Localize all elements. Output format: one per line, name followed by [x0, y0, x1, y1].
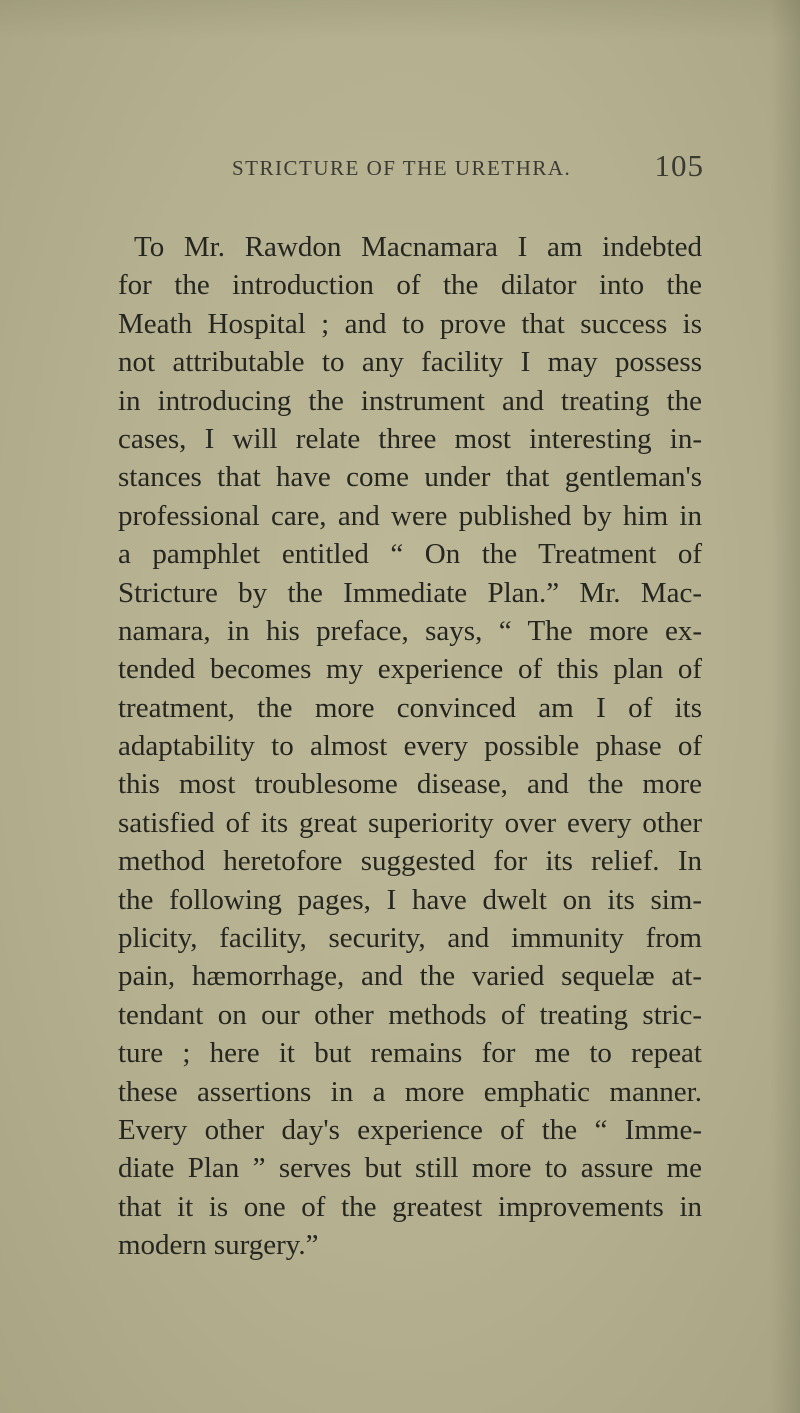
text-line: satisfied of its great superiority over every other — [118, 806, 702, 839]
text-line: treatment, the more convinced am I of its — [118, 691, 702, 724]
text-line: To Mr. Rawdon Macnamara I am indebted — [134, 231, 702, 263]
page-edge-shadow — [770, 0, 800, 1413]
text-line: the following pages, I have dwelt on its sim- — [118, 883, 702, 916]
text-line: for the introduction of the dilator into the — [118, 269, 702, 302]
page-number: 105 — [654, 148, 704, 183]
running-head — [232, 148, 704, 188]
text-line: namara, in his preface, says, “ The more ex- — [118, 614, 702, 647]
text-line: in introducing the instrument and treating the — [118, 384, 702, 417]
text-line: Stricture by the Immediate Plan.” Mr. Mac- — [118, 576, 702, 609]
text-line: method heretofore suggested for its relief. In — [118, 845, 702, 878]
text-line: plicity, facility, security, and immunity from — [118, 922, 702, 955]
text-line: that it is one of the greatest improvements in — [118, 1190, 702, 1223]
text-line: Every other day's experience of the “ Imme- — [118, 1113, 702, 1146]
text-line: professional care, and were published by him in — [118, 499, 702, 532]
body-paragraph — [118, 228, 702, 1265]
text-line: stances that have come under that gentleman's — [118, 461, 702, 494]
text-line: not attributable to any facility I may possess — [118, 346, 702, 379]
text-line: modern surgery.” — [118, 1229, 319, 1262]
text-line: these assertions in a more emphatic manner. — [118, 1075, 702, 1108]
text-line: pain, hæmorrhage, and the varied sequelæ at- — [118, 960, 702, 993]
page-top-shadow — [0, 0, 800, 40]
text-line: a pamphlet entitled “ On the Treatment of — [118, 538, 702, 571]
text-line: tendant on our other methods of treating stric- — [118, 998, 702, 1031]
text-line: this most troublesome disease, and the more — [118, 768, 702, 801]
text-line: ture ; here it but remains for me to repeat — [118, 1037, 702, 1070]
text-line: cases, I will relate three most interesting in- — [118, 422, 702, 455]
text-line: adaptability to almost every possible phase of — [118, 730, 702, 763]
text-line: Meath Hospital ; and to prove that success is — [118, 307, 702, 340]
text-line: tended becomes my experience of this plan of — [118, 653, 702, 686]
running-title: STRICTURE OF THE URETHRA. — [232, 156, 572, 180]
text-line: diate Plan ” serves but still more to assure me — [118, 1152, 702, 1185]
